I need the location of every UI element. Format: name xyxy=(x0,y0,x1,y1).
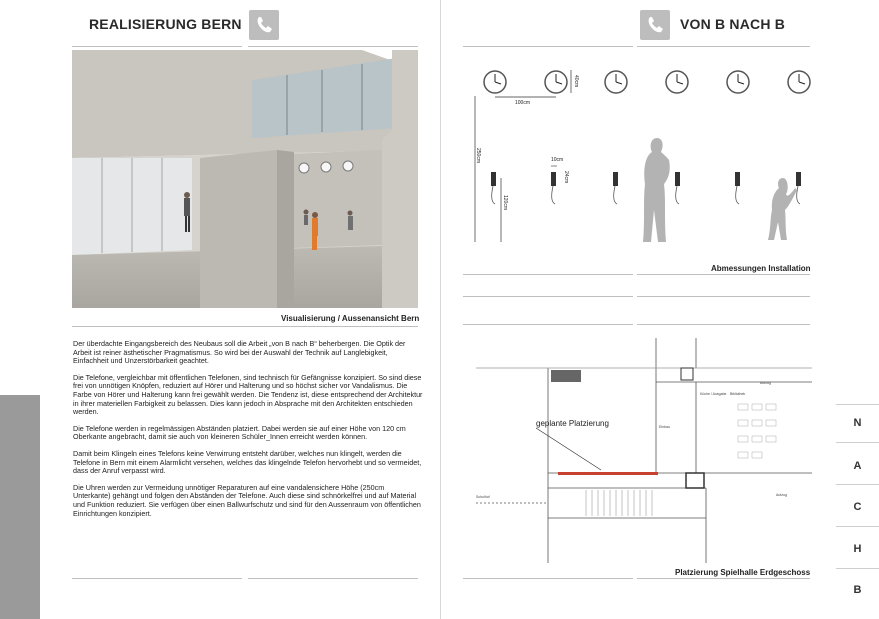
caption-rule xyxy=(72,326,418,327)
phone-unit xyxy=(675,172,680,204)
tab-b[interactable]: B xyxy=(853,584,862,596)
footer-rule xyxy=(72,578,242,579)
phone-unit xyxy=(551,172,556,204)
phone-unit xyxy=(491,172,496,204)
clock-spacing-label: 100cm xyxy=(515,100,531,106)
divider-rule xyxy=(637,296,810,297)
clock-icon xyxy=(727,71,749,93)
footer-rule xyxy=(463,578,633,579)
paragraph-4: Damit beim Klingeln eines Telefons keine Verwirrung entsteht darüber, welches nun klingelt, werden die Telefone in Bern mit einem Alarmlicht versehen, welches das klingelnde Telefon hervorhebt und so vermeidet, dass der Anruf verpasst wird. xyxy=(73,448,422,476)
clock-icon xyxy=(605,71,627,93)
installation-drawing xyxy=(465,60,825,255)
plan-label-kitchen: Küche / Ausgabe xyxy=(700,392,727,396)
footer-rule xyxy=(637,578,810,579)
photo-caption: Visualisierung / Aussenansicht Bern xyxy=(281,314,420,323)
divider-rule xyxy=(637,324,810,325)
tab-n[interactable]: N xyxy=(853,417,862,429)
caption-rule xyxy=(637,274,810,275)
tab-c[interactable]: C xyxy=(853,501,862,513)
right-page-title: VON B NACH B xyxy=(680,16,786,32)
floor-plan-caption: Platzierung Spielhalle Erdgeschoss xyxy=(675,568,811,577)
paragraph-5: Die Uhren werden zur Vermeidung unnötiger Reparaturen auf eine vandalensichere Höhe (250cm Unterkante) gehängt und folgen den Abständen der Telefone. Auch diese sind schnörkelfrei und auf Material und Funktion reduziert. Sie verfügen über einen Ballwurfschutz und sind für den Aussenraum von öffentlichen Einrichtungen konzipiert. xyxy=(73,482,421,518)
plan-label-built-in: Einbau xyxy=(659,425,670,429)
phone-unit xyxy=(735,172,740,204)
divider-rule xyxy=(463,324,633,325)
clock-height-label: 40cm xyxy=(573,75,579,88)
adult-silhouette xyxy=(643,138,670,242)
header-rule xyxy=(463,46,633,47)
phone-width-label: 10cm xyxy=(551,157,564,163)
paragraph-1: Der überdachte Eingangsbereich des Neubaus soll die Arbeit „von B nach B“ beherbergen. Die Optik der Arbeit ist reiner ästhetischer Pragmatismus. So wird bei der Auswahl der Technik auf Langlebigkeit, Einfachheit und Unzerstörbarkeit geachtet. xyxy=(73,339,406,366)
header-rule xyxy=(248,46,418,47)
clock-icon xyxy=(666,71,688,93)
clock-icon xyxy=(788,71,810,93)
phone-icon xyxy=(640,10,670,40)
clock-icon xyxy=(545,71,567,93)
paragraph-3: Die Telefone werden in regelmässigen Abständen platziert. Dabei werden sie auf einer Höhe von 120 cm Oberkante angebracht, damit sie auch von kleineren Schüler_Innen erreicht werden können. xyxy=(73,423,406,442)
plan-element xyxy=(551,370,581,382)
header-rule xyxy=(72,46,242,47)
phone-unit xyxy=(796,172,801,204)
left-page-title: REALISIERUNG BERN xyxy=(89,16,242,32)
body-text xyxy=(73,340,423,526)
plan-label-schoolyard: Schulhof xyxy=(476,495,490,499)
installation-caption: Abmessungen Installation xyxy=(711,264,811,273)
visualization-image xyxy=(72,50,418,308)
side-accent-bar xyxy=(0,395,40,619)
phone-icon xyxy=(249,10,279,40)
phone-elevation-label: 120cm xyxy=(502,195,508,211)
paragraph-2: Die Telefone, vergleichbar mit öffentlichen Telefonen, sind technisch für Gefängnisse konzipiert. So sind diese frei von unnötigen Knöpfen, reduziert auf Hörer und Halterung und so höchst sicher vor Vandalismus. Die Farbe von Hörer und Halterung kann frei gewählt werden. Die Tendenz ist, diese entsprechend der Architektur in ihrer materiellen Farbigkeit zu belassen. Dies kann jedoch in Absprache mit den Architekten entschieden werden. xyxy=(73,372,423,417)
clock-elevation-label: 250cm xyxy=(475,148,481,164)
planned-placement-marker xyxy=(558,472,658,475)
plan-label-lift: Aufzug xyxy=(760,381,771,385)
divider-rule xyxy=(463,296,633,297)
phone-unit xyxy=(613,172,618,204)
footer-rule xyxy=(248,578,418,579)
phone-height-label: 24cm xyxy=(563,171,569,184)
caption-rule xyxy=(463,274,633,275)
plan-label-lift: Aufzug xyxy=(776,493,787,497)
plan-label-library: Bibliothek xyxy=(730,392,746,396)
clock-icon xyxy=(484,71,506,93)
placement-label: geplante Platzierung xyxy=(536,419,609,428)
tab-a[interactable]: A xyxy=(853,460,862,472)
child-silhouette xyxy=(768,178,797,240)
floor-plan xyxy=(476,338,812,563)
header-rule xyxy=(637,46,810,47)
tab-h[interactable]: H xyxy=(853,543,862,555)
